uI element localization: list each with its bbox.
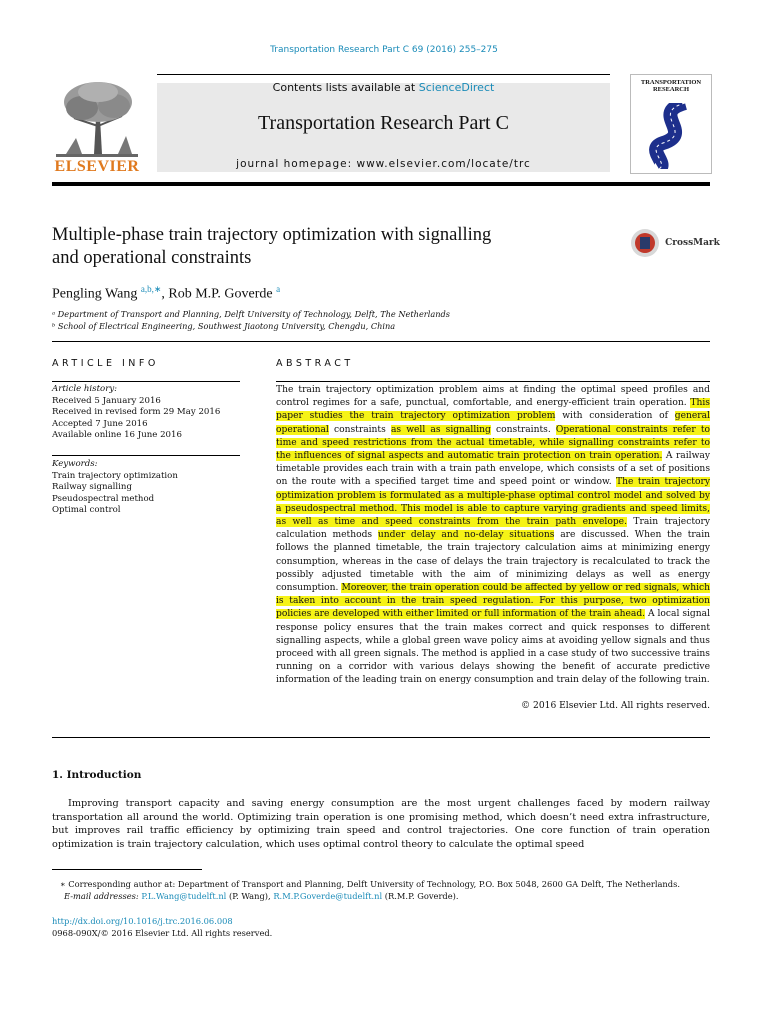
email-label: E-mail addresses: — [64, 891, 142, 901]
article-title — [52, 224, 612, 270]
author-name: Pengling Wang — [52, 286, 138, 302]
crossmark-label: CrossMark — [665, 238, 720, 248]
introduction-paragraph: Improving transport capacity and saving energy consumption are the most urgent challenges faced by modern railway transportation all around the world. Optimizing train operation is one promising method, which doesn’t need extra infrastructure, but improves rail traffic efficiency by optimizing train speed and control trajectories. One core function of train operation optimization is train trajectory calculation, which uses optimal control theory to calculate the optimal speed — [52, 798, 710, 850]
highlighted-text: Operational constraints refer to time and speed restrictions from the actual timetable, while signalling constraints refer to the influences of signal aspects and automatic train protection on train operation. — [276, 424, 710, 462]
email-addresses — [64, 891, 459, 901]
cover-title-line2: RESEARCH — [652, 86, 690, 93]
journal-cover-thumbnail — [630, 74, 712, 174]
article-title-line2: and operational constraints — [52, 248, 252, 268]
journal-reference-link[interactable]: Transportation Research Part C 69 (2016) 255–275 — [270, 45, 498, 55]
abstract-body — [276, 384, 710, 688]
crossmark-icon — [630, 228, 660, 258]
highlighted-text: general operational — [276, 411, 710, 435]
abstract-text: constraints. — [490, 424, 556, 435]
affiliation-rule — [52, 341, 710, 342]
email-link[interactable]: R.M.P.Goverde@tudelft.nl — [273, 891, 383, 901]
contents-line — [157, 81, 610, 94]
article-history — [52, 384, 220, 442]
keywords-rule — [52, 455, 240, 456]
keywords-label: Keywords: — [52, 459, 98, 469]
abstract-text: with consideration of — [555, 411, 675, 422]
header-thick-rule — [52, 182, 710, 186]
history-item: Available online 16 June 2016 — [52, 430, 182, 441]
contents-prefix: Contents lists available at — [272, 81, 419, 94]
abstract-text: constraints — [328, 424, 391, 435]
introduction-heading: 1. Introduction — [52, 769, 142, 781]
journal-title: Transportation Research Part C — [258, 112, 509, 134]
keyword-item: Optimal control — [52, 505, 121, 516]
footnote-rule — [52, 869, 202, 870]
crossmark-button[interactable] — [630, 228, 720, 258]
abstract-heading: ABSTRACT — [276, 358, 354, 369]
email-owner: (R.M.P. Goverde). — [382, 891, 459, 901]
article-info-heading: ARTICLE INFO — [52, 358, 159, 369]
abstract-bottom-rule — [52, 737, 710, 738]
abstract-text: A local signal response policy ensures that the train makes correct and quick responses to different signalling aspects, while a global green wave policy aims at avoiding yellow signals and thus proceed with all green signals. The method is applied in a case study of two successive trains running on a corridor with various delays showing the benefit of accurate predictive information of the leading train on energy consumption and train delay of the following train. — [276, 609, 710, 686]
doi-link[interactable]: http://dx.doi.org/10.1016/j.trc.2016.06.008 — [52, 916, 233, 926]
highlighted-text: under delay and no-delay situations — [377, 530, 555, 541]
keyword-item: Railway signalling — [52, 482, 132, 493]
sciencedirect-link[interactable]: ScienceDirect — [418, 81, 495, 94]
keyword-item: Train trajectory optimization — [52, 470, 178, 481]
keywords-block — [52, 459, 178, 517]
author-name: Rob M.P. Goverde — [168, 286, 273, 302]
history-item: Received in revised form 29 May 2016 — [52, 407, 221, 418]
journal-homepage[interactable]: journal homepage: www.elsevier.com/locate/trc — [236, 158, 531, 170]
keyword-item: Pseudospectral method — [52, 493, 155, 504]
email-owner: (P. Wang), — [226, 891, 274, 901]
abstract-copyright: © 2016 Elsevier Ltd. All rights reserved. — [521, 701, 710, 711]
cover-road-graphic — [639, 103, 703, 169]
affiliation-b: ᵇ School of Electrical Engineering, Southwest Jiaotong University, Chengdu, China — [52, 321, 396, 331]
corresponding-author-note: ∗ Corresponding author at: Department of Transport and Planning, Delft University of Technology, P.O. Box 5048, 2600 GA Delft, The Netherlands. — [60, 879, 680, 889]
elsevier-wordmark: ELSEVIER — [54, 158, 140, 175]
issn-copyright: 0968-090X/© 2016 Elsevier Ltd. All rights reserved. — [52, 928, 273, 938]
highlighted-text: as well as signalling — [390, 424, 491, 435]
article-info-rule — [52, 381, 240, 382]
abstract-text: The train trajectory optimization problem aims at finding the optimal speed profiles and control regimes for a safe, punctual, comfortable, and energy-efficient train operation. — [276, 385, 710, 409]
abstract-rule — [276, 381, 710, 382]
article-title-line1: Multiple-phase train trajectory optimization with signalling — [52, 225, 492, 245]
author-separator: , — [161, 286, 169, 302]
abstract-text: are discussed. When the train follows the planned timetable, the train trajectory calculation aims at minimizing energy consumption, whereas in the case of delays the train trajectory is recalculated to track the possibly adjusted timetable with the aim of minimizing delays as well as energy consumption. — [276, 530, 710, 594]
highlighted-text: The train trajectory optimization problem is formulated as a multiple-phase optimal control model and solved by a pseudospectral method. This model is able to capture varying gradients and speed limits, as well as time and speed constraints from the train path envelope. — [276, 477, 710, 528]
author-affiliation-marker[interactable]: a — [276, 284, 281, 294]
abstract-text: A railway timetable provides each train with a train path envelope, which consists of a set of positions on the route with a specified target time and speed point or window. — [276, 451, 710, 488]
author-list — [52, 284, 280, 303]
abstract-text: Train trajectory calculation methods — [276, 517, 710, 541]
cover-title-line1: TRANSPORTATION — [640, 79, 702, 86]
history-item: Received 5 January 2016 — [52, 395, 161, 406]
history-item: Accepted 7 June 2016 — [52, 418, 148, 429]
email-link[interactable]: P.L.Wang@tudelft.nl — [141, 891, 227, 901]
affiliation-a: ᵃ Department of Transport and Planning, Delft University of Technology, Delft, The Netherlands — [52, 309, 450, 319]
elsevier-tree-logo — [52, 78, 142, 158]
highlighted-text: Moreover, the train operation could be affected by yellow or red signals, which is taken into account in the train speed regulation. For this purpose, two optimization policies are developed with either limited or full information of the train ahead. — [276, 583, 710, 620]
header-top-rule — [157, 74, 610, 75]
article-history-label: Article history: — [52, 384, 118, 394]
cover-title — [631, 79, 711, 93]
highlighted-text: This paper studies the train trajectory optimization problem — [276, 398, 710, 422]
author-affiliation-marker[interactable]: a,b,∗ — [140, 284, 162, 294]
